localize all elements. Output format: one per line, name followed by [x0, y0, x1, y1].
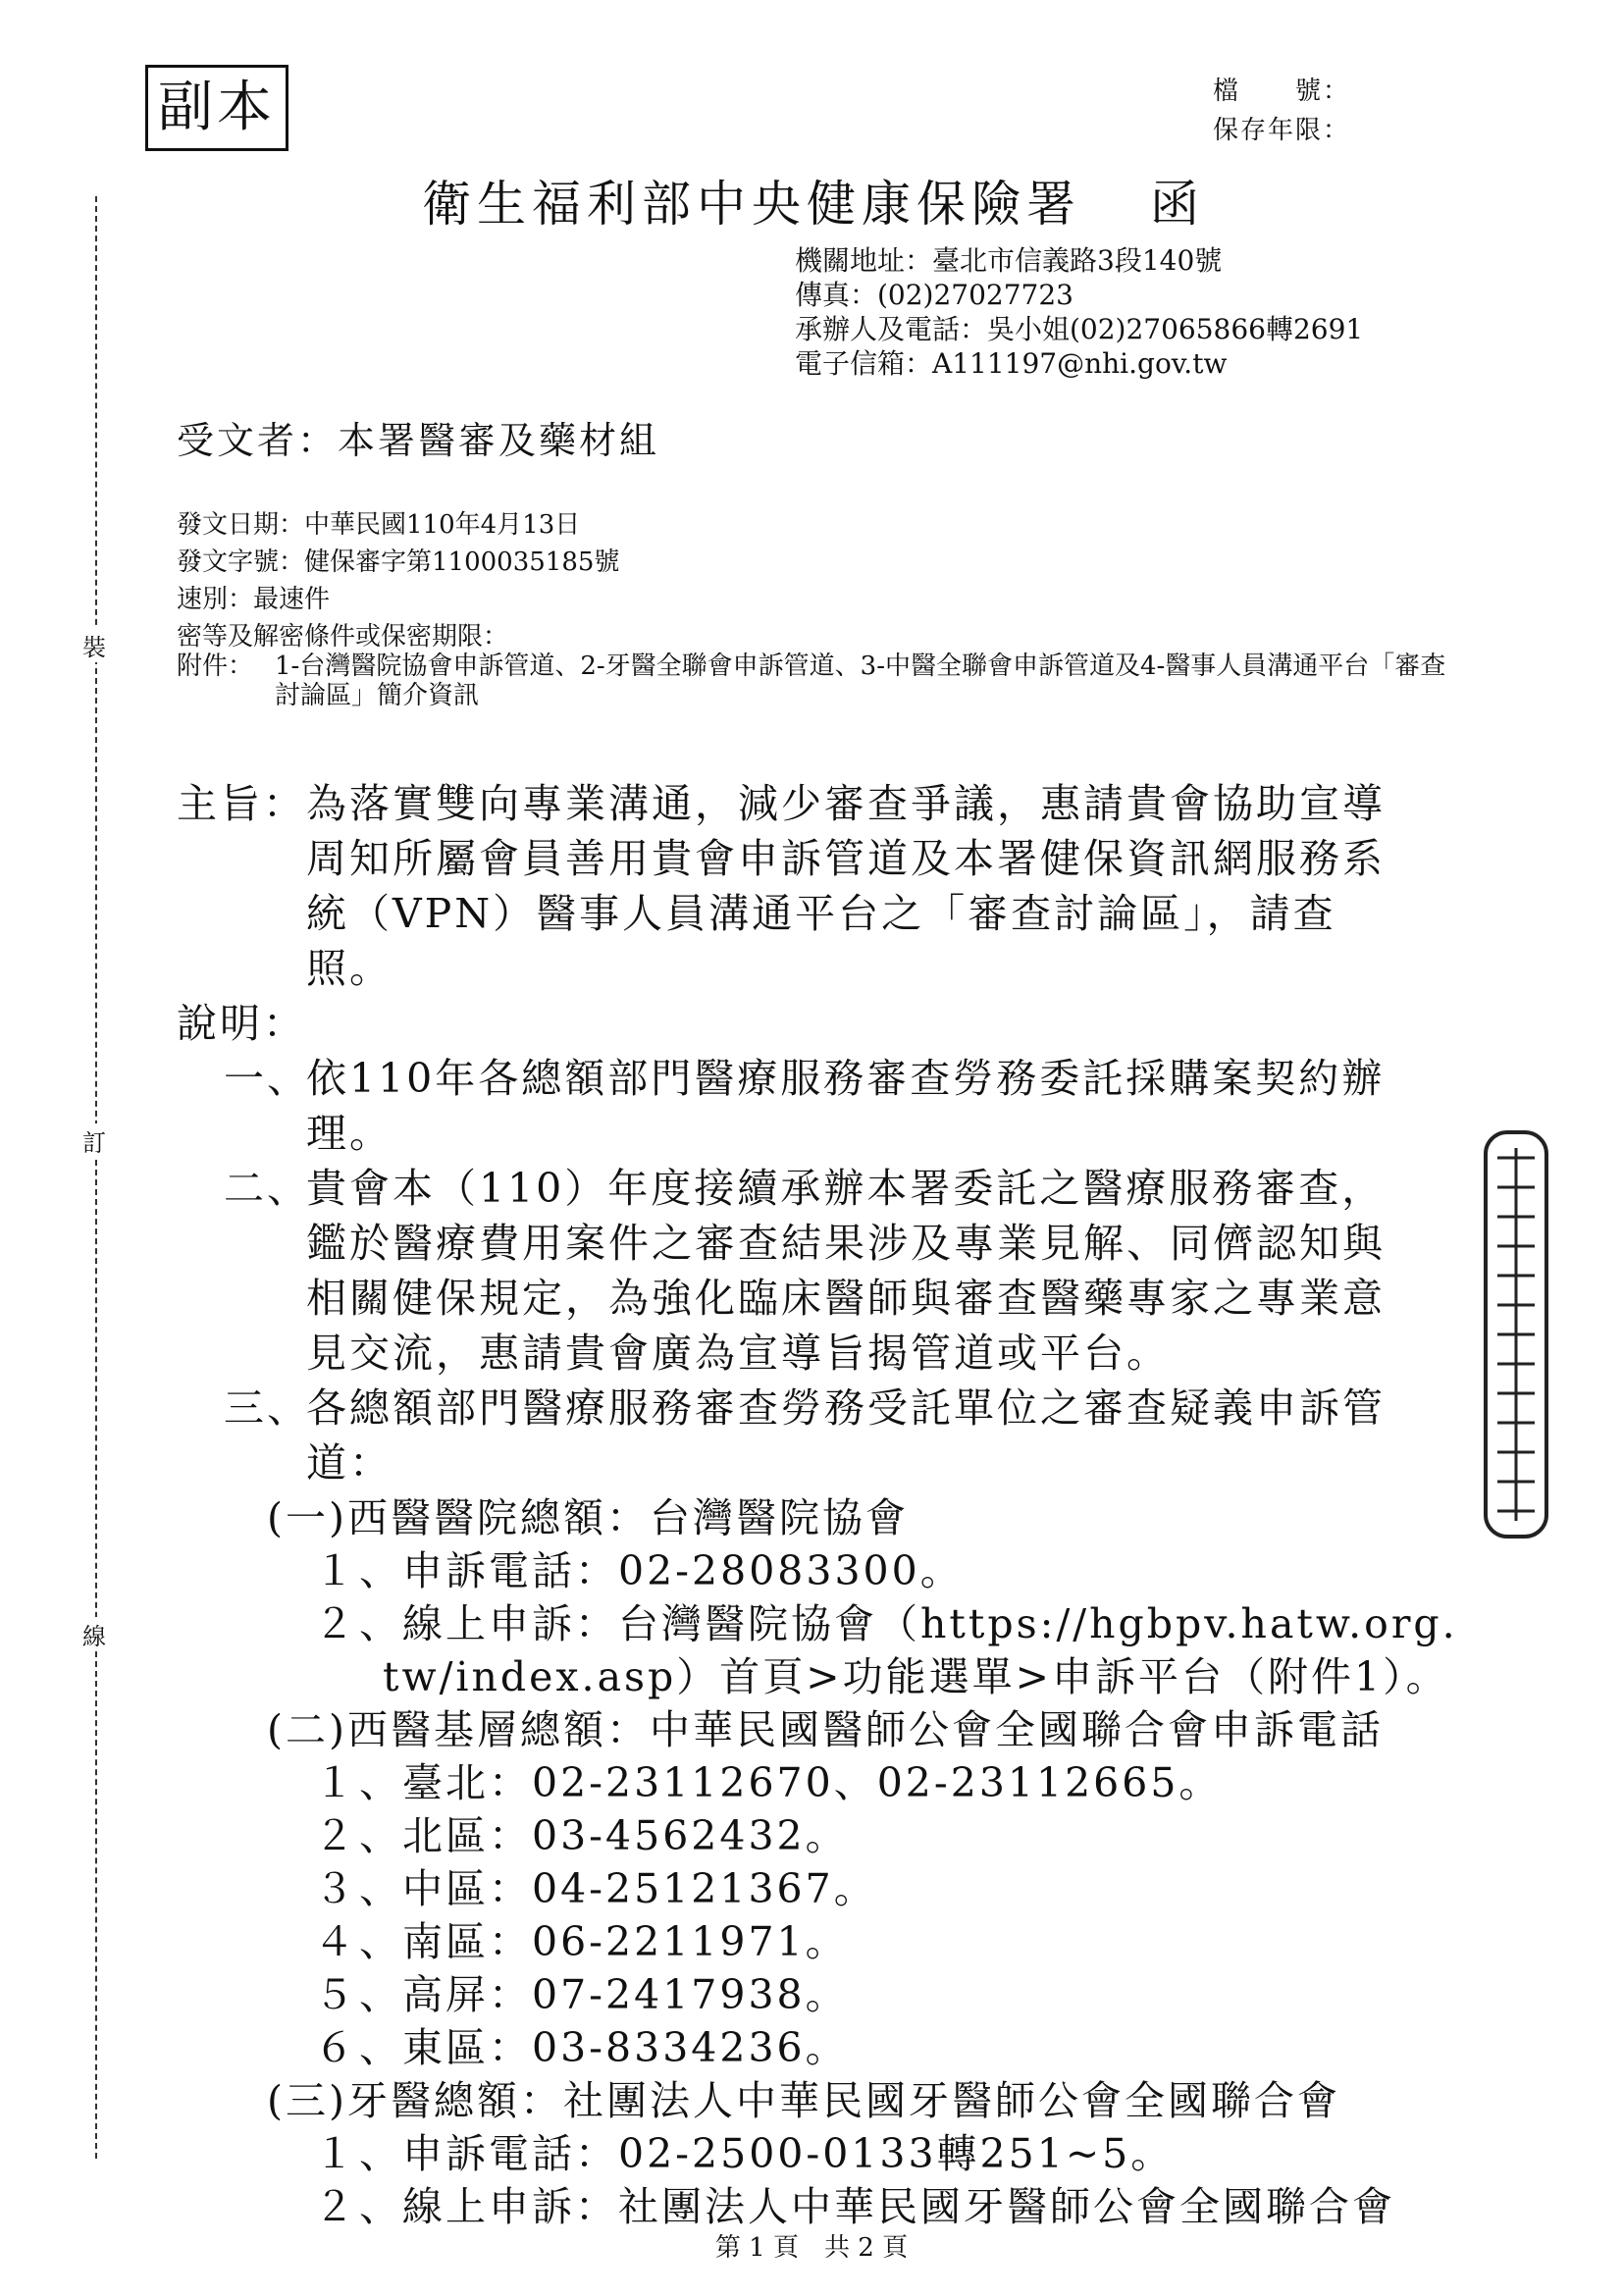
item-number: ２ [314, 1600, 357, 1647]
contact-person-phone: 承辦人及電話：吳小姐(02)27065866轉2691 [795, 313, 1364, 345]
subject-label: 主旨： [177, 780, 306, 827]
item-number: ２ [314, 1812, 357, 1859]
issue-number: 發文字號：健保審字第1100035185號 [177, 548, 620, 577]
binding-mark-bind: 裝 [82, 628, 106, 662]
document-kind: 函 [1150, 176, 1205, 233]
explain-line: 相關健保規定，為強化臨床醫師與審查醫藥專家之專業意 [306, 1275, 1386, 1322]
explain-line: 鑑於醫療費用案件之審查結果涉及專業見解、同儕認知與 [306, 1220, 1386, 1267]
copy-stamp: 副本 [145, 65, 288, 151]
contact-fax: 傳真：(02)27027723 [795, 279, 1073, 311]
explain-line: 道： [306, 1439, 393, 1487]
urgency: 速別：最速件 [177, 585, 331, 614]
subject-line: 照。 [306, 945, 393, 992]
item-text: 、高屏：07-2417938。 [359, 1971, 849, 2018]
document-title [422, 165, 1205, 235]
item-number: ３ [314, 1865, 357, 1912]
item-text: 、臺北：02-23112670、02-23112665。 [359, 1759, 1223, 1806]
item-number: ５ [314, 1971, 357, 2018]
item-text: 、北區：03-4562432。 [359, 1812, 849, 1859]
item-number: ６ [314, 2024, 357, 2071]
binding-mark-line: 線 [82, 1617, 106, 1651]
contact-address: 機關地址：臺北市信義路3段140號 [795, 244, 1223, 277]
explain-line: 貴會本（110）年度接續承辦本署委託之醫療服務審查， [306, 1165, 1386, 1212]
explain-marker: 三、 [224, 1384, 310, 1432]
section-heading: (一)西醫醫院總額：台灣醫院協會 [267, 1494, 909, 1541]
retention-period-label: 保存年限： [1213, 116, 1351, 145]
item-text: 、線上申訴：台灣醫院協會（https://hgbpv.hatw.org. [359, 1600, 1458, 1647]
item-number: １ [314, 1759, 357, 1806]
binding-mark-staple: 訂 [82, 1123, 106, 1158]
attachment-label: 附件： [177, 652, 254, 681]
item-number: １ [314, 1547, 357, 1594]
explain-line: 各總額部門醫療服務審查勞務受託單位之審查疑義申訴管 [306, 1384, 1386, 1432]
agency-name: 衛生福利部中央健康保險署 [422, 176, 1081, 233]
item-text: 、中區：04-25121367。 [359, 1865, 877, 1912]
explain-marker: 一、 [224, 1055, 310, 1102]
item-text: 、線上申訴：社團法人中華民國牙醫師公會全國聯合會 [359, 2183, 1395, 2230]
item-text: 、申訴電話：02-2500-0133轉251~5。 [359, 2130, 1175, 2177]
issue-date: 發文日期：中華民國110年4月13日 [177, 510, 581, 540]
explain-line: 依110年各總額部門醫療服務審查勞務委託採購案契約辦 [306, 1055, 1386, 1102]
item-text: 、東區：03-8334236。 [359, 2024, 849, 2071]
attachment [177, 652, 1452, 710]
item-text: 、申訴電話：02-28083300。 [359, 1547, 964, 1594]
side-seal-stamp-icon [1482, 1128, 1550, 1540]
attachment-text: 1-台灣醫院協會申訴管道、2-牙醫全聯會申訴管道、3-中醫全聯會申訴管道及4-醫事人員溝通平台「審查討論區」簡介資訊 [275, 652, 1446, 710]
explain-line: 理。 [306, 1110, 393, 1157]
subject-line: 周知所屬會員善用貴會申訴管道及本署健保資訊網服務系 [306, 835, 1386, 882]
item-number: ４ [314, 1918, 357, 1965]
binding-dashed-line [95, 196, 97, 2159]
section-heading: (二)西醫基層總額：中華民國醫師公會全國聯合會申訴電話 [267, 1706, 1384, 1753]
item-text-continued: tw/index.asp）首頁>功能選單>申訴平台（附件1）。 [383, 1653, 1449, 1700]
item-text: 、南區：06-2211971。 [359, 1918, 849, 1965]
file-number-label: 檔 號： [1213, 77, 1351, 106]
page-footer: 第 1 頁 共 2 頁 [714, 2233, 909, 2263]
section-heading: (三)牙醫總額：社團法人中華民國牙醫師公會全國聯合會 [267, 2077, 1340, 2124]
explain-line: 見交流，惠請貴會廣為宣導旨揭管道或平台。 [306, 1330, 1170, 1377]
subject-line: 為落實雙向專業溝通，減少審查爭議，惠請貴會協助宣導 [306, 780, 1386, 827]
explain-marker: 二、 [224, 1165, 310, 1212]
item-number: ２ [314, 2183, 357, 2230]
item-number: １ [314, 2130, 357, 2177]
confidentiality: 密等及解密條件或保密期限： [177, 622, 509, 652]
subject-line: 統（VPN）醫事人員溝通平台之「審查討論區」，請查 [306, 890, 1336, 937]
receiver: 受文者：本署醫審及藥材組 [177, 419, 660, 462]
explanation-label: 說明： [177, 1000, 306, 1047]
contact-email: 電子信箱：A111197@nhi.gov.tw [795, 347, 1228, 380]
